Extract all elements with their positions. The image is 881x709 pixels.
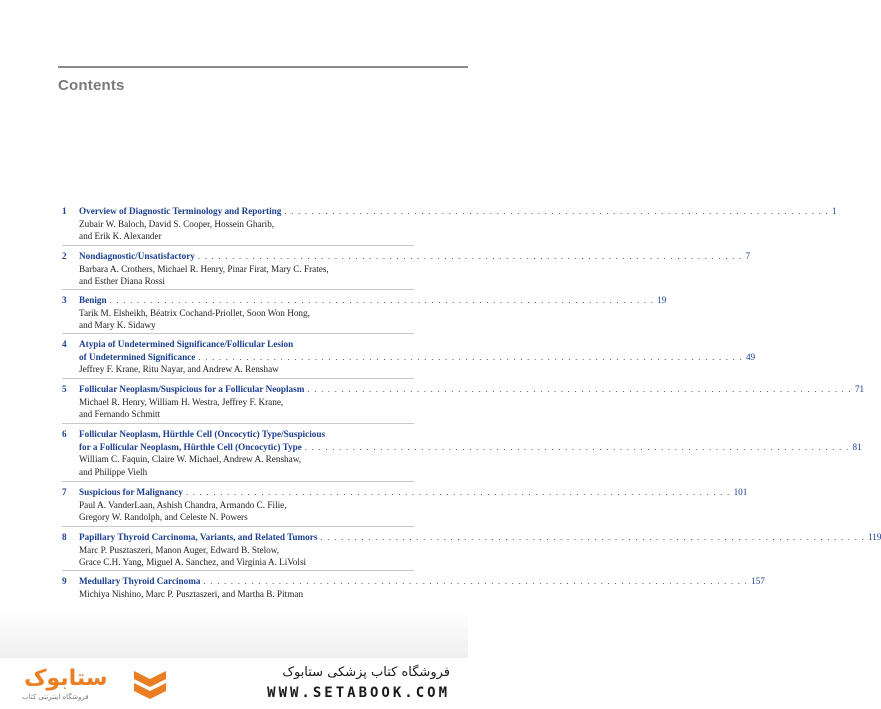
chapter-title[interactable]: Suspicious for Malignancy bbox=[79, 487, 183, 497]
chapter-authors: and Esther Diana Rossi bbox=[79, 276, 165, 287]
entry-divider bbox=[62, 570, 414, 571]
chapter-authors: Marc P. Pusztaszeri, Manon Auger, Edward B. Stelow, bbox=[79, 544, 280, 555]
page-number-link[interactable]: 119 bbox=[867, 532, 881, 542]
chapter-authors: Paul A. VanderLaan, Ashish Chandra, Armando C. Filie, bbox=[79, 499, 287, 510]
chapter-title[interactable]: Medullary Thyroid Carcinoma bbox=[79, 576, 201, 586]
chapter-number: 1 bbox=[62, 206, 67, 216]
chapter-authors: Zubair W. Baloch, David S. Cooper, Hossein Gharib, bbox=[79, 218, 275, 229]
chapter-authors: and Erik K. Alexander bbox=[79, 231, 162, 242]
page-heading: Contents bbox=[58, 77, 125, 94]
dot-leader: . . . . . . . . . . . . . . . . . . . . . . . . . . . . . . . . . . . . . . . . . . . . . . . . . . . . . . . . . . . . . . . . . . . . . . . . . . . . . . . . bbox=[304, 441, 850, 452]
dot-leader: . . . . . . . . . . . . . . . . . . . . . . . . . . . . . . . . . . . . . . . . . . . . . . . . . . . . . . . . . . . . . . . . . . . . . . . . . . . . . . . . bbox=[320, 532, 865, 542]
chapter-number: 3 bbox=[62, 295, 67, 305]
dot-leader: . . . . . . . . . . . . . . . . . . . . . . . . . . . . . . . . . . . . . . . . . . . . . . . . . . . . . . . . . . . . . . . . . . . . . . . . . . . . . . . . bbox=[203, 576, 749, 586]
page-number-link[interactable]: 101 bbox=[733, 487, 748, 497]
chapter-number: 6 bbox=[62, 429, 67, 439]
store-name: فروشگاه کتاب پزشکی ستابوک bbox=[282, 665, 450, 680]
dot-leader: . . . . . . . . . . . . . . . . . . . . . . . . . . . . . . . . . . . . . . . . . . . . . . . . . . . . . . . . . . . . . . . . . . . . . . . . . . . . . . . . bbox=[197, 251, 743, 261]
chapter-title[interactable]: for a Follicular Neoplasm, Hürthle Cell (Oncocytic) Type bbox=[79, 441, 302, 452]
chapter-title[interactable]: Papillary Thyroid Carcinoma, Variants, and Related Tumors bbox=[79, 532, 318, 542]
dot-leader: . . . . . . . . . . . . . . . . . . . . . . . . . . . . . . . . . . . . . . . . . . . . . . . . . . . . . . . . . . . . . . . . . . . . . . . . . . . . . . . . bbox=[284, 206, 829, 216]
bottom-fade bbox=[0, 610, 468, 660]
chapter-title[interactable]: Nondiagnostic/Unsatisfactory bbox=[79, 251, 195, 261]
chapter-number: 5 bbox=[62, 384, 67, 394]
dot-leader: . . . . . . . . . . . . . . . . . . . . . . . . . . . . . . . . . . . . . . . . . . . . . . . . . . . . . . . . . . . . . . . . . . . . . . . . . . . . . . . . bbox=[185, 487, 731, 497]
page-number-link[interactable]: 7 bbox=[745, 251, 751, 261]
chapter-authors: and Mary K. Sidawy bbox=[79, 320, 156, 331]
page-number-link[interactable]: 81 bbox=[852, 441, 862, 452]
chapter-authors: Jeffrey F. Krane, Ritu Nayar, and Andrew A. Renshaw bbox=[79, 364, 279, 375]
chapter-authors: Barbara A. Crothers, Michael R. Henry, Pinar Firat, Mary C. Frates, bbox=[79, 263, 329, 274]
chapter-number: 8 bbox=[62, 532, 67, 542]
setabook-logo bbox=[22, 666, 108, 704]
entry-divider bbox=[62, 289, 414, 290]
entry-divider bbox=[62, 378, 414, 379]
store-url-link[interactable]: WWW.SETABOOK.COM bbox=[267, 685, 450, 701]
chapter-number: 7 bbox=[62, 487, 67, 497]
page-number-link[interactable]: 71 bbox=[854, 384, 865, 394]
chapter-title[interactable]: Benign bbox=[79, 295, 107, 305]
chapter-authors: and Fernando Schmitt bbox=[79, 409, 161, 420]
dot-leader: . . . . . . . . . . . . . . . . . . . . . . . . . . . . . . . . . . . . . . . . . . . . . . . . . . . . . . . . . . . . . . . . . . . . . . . . . . . . . . . . bbox=[198, 351, 743, 362]
dot-leader: . . . . . . . . . . . . . . . . . . . . . . . . . . . . . . . . . . . . . . . . . . . . . . . . . . . . . . . . . . . . . . . . . . . . . . . . . . . . . . . . bbox=[109, 295, 655, 305]
chapter-title[interactable]: Overview of Diagnostic Terminology and Reporting bbox=[79, 206, 282, 216]
logo-subtitle: فروشگاه اینترنتی کتاب bbox=[22, 693, 89, 701]
chapter-authors: William C. Faquin, Claire W. Michael, Andrew A. Renshaw, bbox=[79, 454, 302, 465]
chapter-authors: Tarik M. Elsheikh, Béatrix Cochand-Priollet, Soon Won Hong, bbox=[79, 307, 310, 318]
chapter-title[interactable]: Follicular Neoplasm, Hürthle Cell (Oncocytic) Type/Suspicious bbox=[79, 429, 326, 439]
chapter-authors: and Philippe Vielh bbox=[79, 466, 148, 477]
logo-wordmark: ستابوک bbox=[24, 666, 108, 691]
page-number-link[interactable]: 19 bbox=[657, 295, 667, 305]
chapter-number: 2 bbox=[62, 251, 67, 261]
page-number-link[interactable]: 1 bbox=[831, 206, 837, 216]
dot-leader: . . . . . . . . . . . . . . . . . . . . . . . . . . . . . . . . . . . . . . . . . . . . . . . . . . . . . . . . . . . . . . . . . . . . . . . . . . . . . . . . bbox=[307, 384, 852, 394]
chapter-number: 9 bbox=[62, 576, 67, 586]
entry-divider bbox=[62, 245, 414, 246]
top-rule bbox=[58, 66, 468, 68]
entry-divider bbox=[62, 423, 414, 424]
page-number-link[interactable]: 49 bbox=[745, 351, 756, 362]
entry-divider bbox=[62, 333, 414, 334]
chapter-authors: Gregory W. Randolph, and Celeste N. Powers bbox=[79, 512, 248, 523]
entry-divider bbox=[62, 526, 414, 527]
chapter-title[interactable]: Atypia of Undetermined Significance/Follicular Lesion bbox=[79, 339, 294, 349]
chapter-authors: Grace C.H. Yang, Miguel A. Sanchez, and Virginia A. LiVolsi bbox=[79, 557, 307, 568]
book-emblem-icon bbox=[130, 667, 170, 703]
chapter-authors: Michael R. Henry, William H. Westra, Jeffrey F. Krane, bbox=[79, 396, 284, 407]
chapter-authors: Michiya Nishino, Marc P. Pusztaszeri, and Martha B. Pitman bbox=[79, 588, 304, 599]
chapter-title[interactable]: of Undetermined Significance bbox=[79, 351, 196, 362]
entry-divider bbox=[62, 481, 414, 482]
chapter-title[interactable]: Follicular Neoplasm/Suspicious for a Follicular Neoplasm bbox=[79, 384, 305, 394]
chapter-number: 4 bbox=[62, 339, 67, 349]
page-number-link[interactable]: 157 bbox=[751, 576, 765, 586]
